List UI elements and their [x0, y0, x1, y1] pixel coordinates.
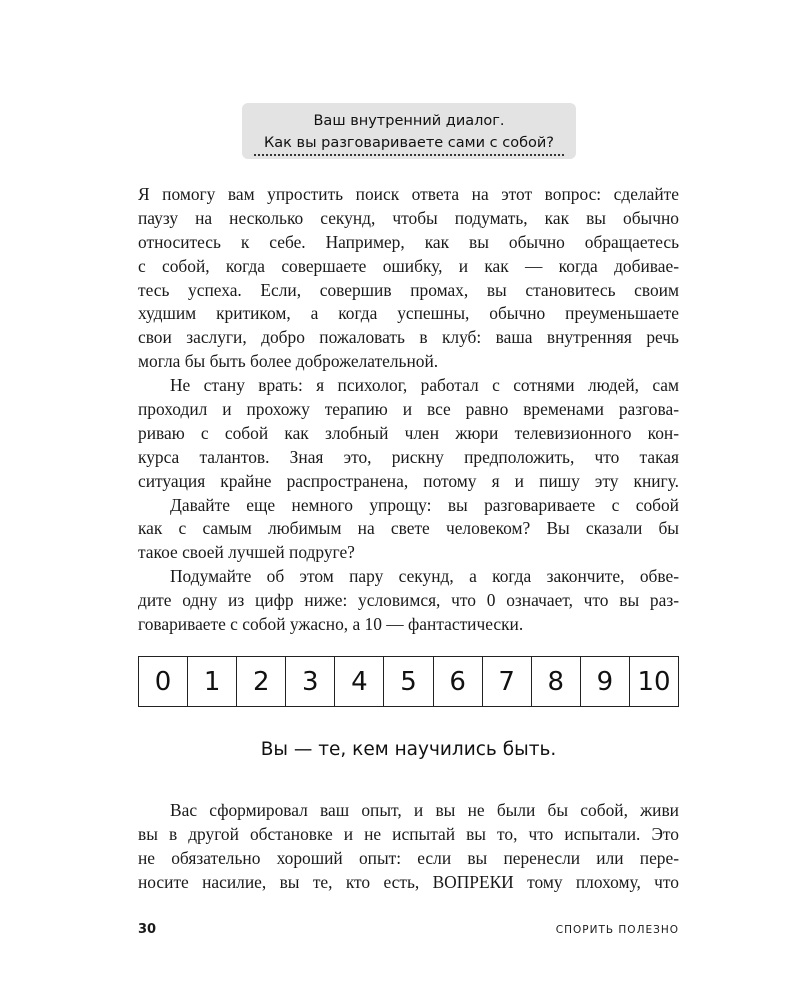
section-header-line-1: Ваш внутренний диалог.	[313, 113, 505, 129]
text-line: проходил и прохожу терапию и все равно временами разгова-	[138, 398, 679, 419]
text-line: Давайте еще немного упрощу: вы разговариваете с собой	[170, 494, 679, 515]
text-line: относитесь к себе. Например, как вы обычно обращаетесь	[138, 231, 679, 252]
text-line: Подумайте об этом пару секунд, а когда закончите, обве-	[170, 566, 679, 586]
section-header-line-2: Как вы разговариваете сами с собой?	[263, 135, 554, 151]
scale-cell-3[interactable]: 3	[286, 657, 335, 706]
text-line: с собой, когда совершаете ошибку, и как — когда добивае-	[138, 255, 679, 276]
scale-cell-0[interactable]: 0	[139, 657, 188, 706]
body-paragraph-1	[138, 183, 679, 374]
pull-quote: Вы — те, кем научились быть.	[260, 739, 557, 760]
text-line: могла бы быть более доброжелательной.	[138, 351, 439, 372]
rating-scale	[138, 656, 679, 707]
text-line: Я помогу вам упростить поиск ответа на этот вопрос: сделайте	[138, 184, 679, 204]
section-header-box	[242, 103, 576, 159]
text-line: паузу на несколько секунд, чтобы подумать, как вы обычно	[138, 207, 679, 228]
scale-cell-1[interactable]: 1	[188, 657, 237, 706]
text-line: как с самым любимым на свете человеком? Вы сказали бы	[138, 518, 679, 539]
text-line: не обязательно хороший опыт: если вы перенесли или пере-	[138, 847, 679, 868]
text-line: худшим критиком, а когда успешны, обычно преуменьшаете	[138, 303, 679, 324]
scale-cell-6[interactable]: 6	[434, 657, 483, 706]
scale-cell-8[interactable]: 8	[532, 657, 581, 706]
text-line: тесь успеха. Если, совершив промах, вы становитесь своим	[138, 279, 679, 300]
running-head: СПОРИТЬ ПОЛЕЗНО	[555, 924, 679, 936]
text-line: свои заслуги, добро пожаловать в клуб: ваша внутренняя речь	[138, 327, 679, 348]
text-line: носите насилие, вы те, кто есть, ВОПРЕКИ тому плохому, что	[138, 871, 679, 892]
scale-cell-4[interactable]: 4	[335, 657, 384, 706]
body-paragraph-3	[138, 494, 679, 566]
text-line: Не стану врать: я психолог, работал с сотнями людей, сам	[170, 375, 679, 395]
scale-cell-7[interactable]: 7	[483, 657, 532, 706]
text-line: дите одну из цифр ниже: условимся, что 0 означает, что вы раз-	[138, 589, 679, 610]
scale-cell-2[interactable]: 2	[237, 657, 286, 706]
scale-cell-9[interactable]: 9	[581, 657, 630, 706]
body-paragraph-2	[138, 374, 679, 493]
text-line: говариваете с собой ужасно, а 10 — фантастически.	[138, 613, 524, 634]
scale-cell-10[interactable]: 10	[637, 666, 671, 697]
text-line: Вас сформировал ваш опыт, и вы не были бы собой, живи	[170, 800, 679, 820]
body-paragraph-5	[138, 799, 679, 895]
text-line: риваю с собой как злобный член жюри телевизионного кон-	[138, 422, 679, 443]
text-line: ситуация крайне распространена, потому я и пишу эту книгу.	[138, 470, 679, 491]
text-line: такое своей лучшей подруге?	[138, 542, 355, 563]
text-line: вы в другой обстановке и не испытай вы то, что испытали. Это	[138, 823, 679, 844]
scale-cell-5[interactable]: 5	[384, 657, 433, 706]
page-number: 30	[138, 922, 157, 937]
text-line: курса талантов. Зная это, рискну предположить, что такая	[138, 446, 679, 467]
body-paragraph-4	[138, 565, 679, 637]
dotted-underline	[254, 154, 564, 156]
